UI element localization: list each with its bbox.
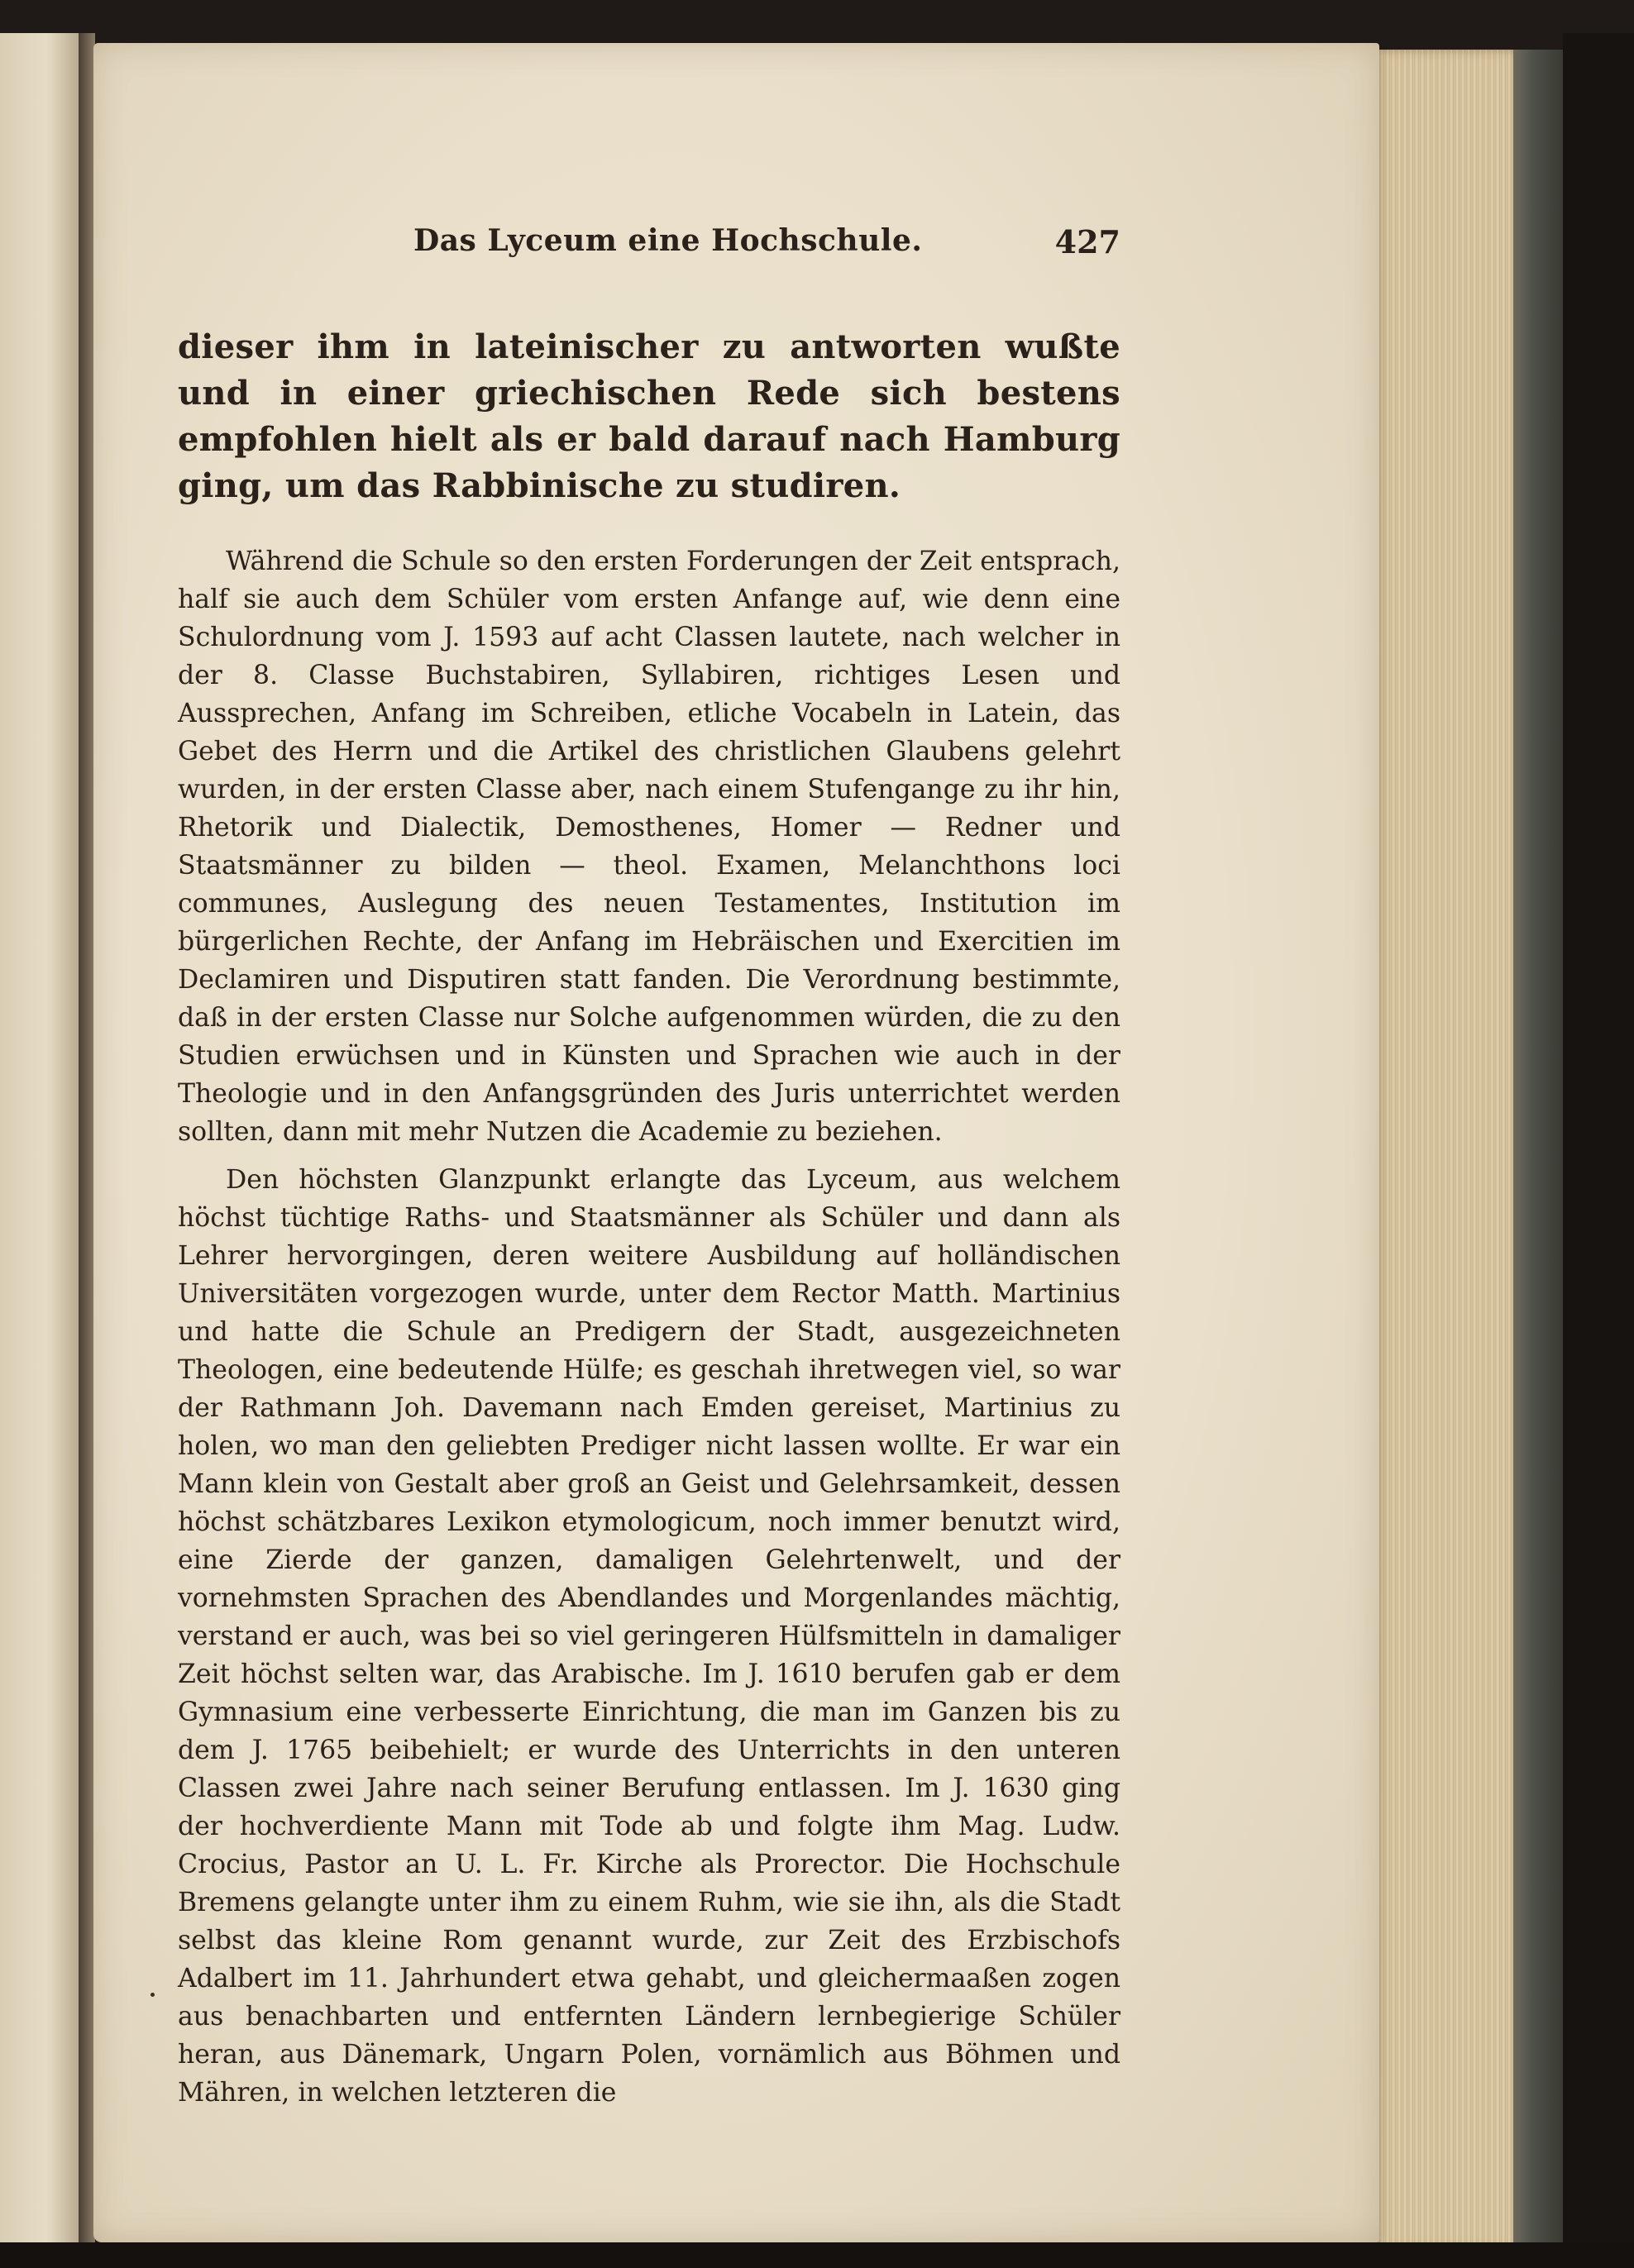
book-gutter: [79, 33, 95, 2249]
body-paragraph-2: Den höchsten Glanzpunkt erlangte das Lyceum, aus welchem höchst tüchtige Raths- und Staatsmänner als Schüler und dann als Lehrer hervorgingen, deren weitere Ausbildung auf holländischen Universitäten vorgezogen wurde, unter dem Rector Matth. Martinius und hatte die Schule an Predigern der Stadt, ausgezeichneten Theologen, eine bedeutende Hülfe; es geschah ihretwegen viel, so war der Rathmann Joh. Davemann nach Emden gereiset, Martinius zu holen, wo man den geliebten Prediger nicht lassen wollte. Er war ein Mann klein von Gestalt aber groß an Geist und Gelehrsamkeit, dessen höchst schätzbares Lexikon etymologicum, noch immer benutzt wird, eine Zierde der ganzen, damaligen Gelehrtenwelt, und der vornehmsten Sprachen des Abendlandes und Morgenlandes mächtig, verstand er auch, was bei so viel geringeren Hülfsmitteln in damaliger Zeit höchst selten war, das Arabische. Im J. 1610 berufen gab er dem Gymnasium eine verbesserte Einrichtung, die man im Ganzen bis zu dem J. 1765 beibehielt; er wurde des Unterrichts in den unteren Classen zwei Jahre nach seiner Berufung entlassen. Im J. 1630 ging der hochverdiente Mann mit Tode ab und folgte ihm Mag. Ludw. Crocius, Pastor an U. L. Fr. Kirche als Prorector. Die Hochschule Bremens gelangte unter ihm zu einem Ruhm, wie sie ihn, als die Stadt selbst das kleine Rom genannt wurde, zur Zeit des Erzbischofs Adalbert im 11. Jahrhundert etwa gehabt, und gleichermaaßen zogen aus benachbarten und entfernten Ländern lernbegierige Schüler heran, aus Dänemark, Ungarn Polen, vornämlich aus Böhmen und Mähren, in welchen letzteren die: [178, 1165, 1120, 2108]
lead-paragraph: dieser ihm in lateinischer zu antworten wußte und in einer griechischen Rede sich bestens empfohlen hielt als er bald darauf nach Hamburg ging, um das Rabbinische zu studiren.: [178, 327, 1120, 505]
book-cover-board: [1513, 50, 1563, 2249]
page-header: [178, 223, 1120, 273]
page-text: [178, 223, 1120, 2112]
ink-speck: [150, 1993, 155, 1997]
book-cover-edge: [1563, 33, 1634, 2268]
running-title: Das Lyceum eine Hochschule.: [413, 223, 923, 258]
bottom-shadow: [0, 2242, 1634, 2268]
previous-page-edge: [0, 33, 79, 2249]
page-fore-edge: [1373, 50, 1513, 2249]
page-number: 427: [1054, 223, 1120, 260]
body-paragraph-1: Während die Schule so den ersten Forderungen der Zeit entsprach, half sie auch dem Schüler vom ersten Anfange auf, wie denn eine Schulordnung vom J. 1593 auf acht Classen lautete, nach welcher in der 8. Classe Buchstabiren, Syllabiren, richtiges Lesen und Aussprechen, Anfang im Schreiben, etliche Vocabeln in Latein, das Gebet des Herrn und die Artikel des christlichen Glaubens gelehrt wurden, in der ersten Classe aber, nach einem Stufengange zu ihr hin, Rhetorik und Dialectik, Demosthenes, Homer — Redner und Staatsmänner zu bilden — theol. Examen, Melanchthons loci communes, Auslegung des neuen Testamentes, Institution im bürgerlichen Rechte, der Anfang im Hebräischen und Exercitien im Declamiren und Disputiren statt fanden. Die Verordnung bestimmte, daß in der ersten Classe nur Solche aufgenommen würden, die zu den Studien erwüchsen und in Künsten und Sprachen wie auch in der Theologie und in den Anfangsgründen des Juris unterrichtet werden sollten, dann mit mehr Nutzen die Academie zu beziehen.: [178, 547, 1120, 1147]
